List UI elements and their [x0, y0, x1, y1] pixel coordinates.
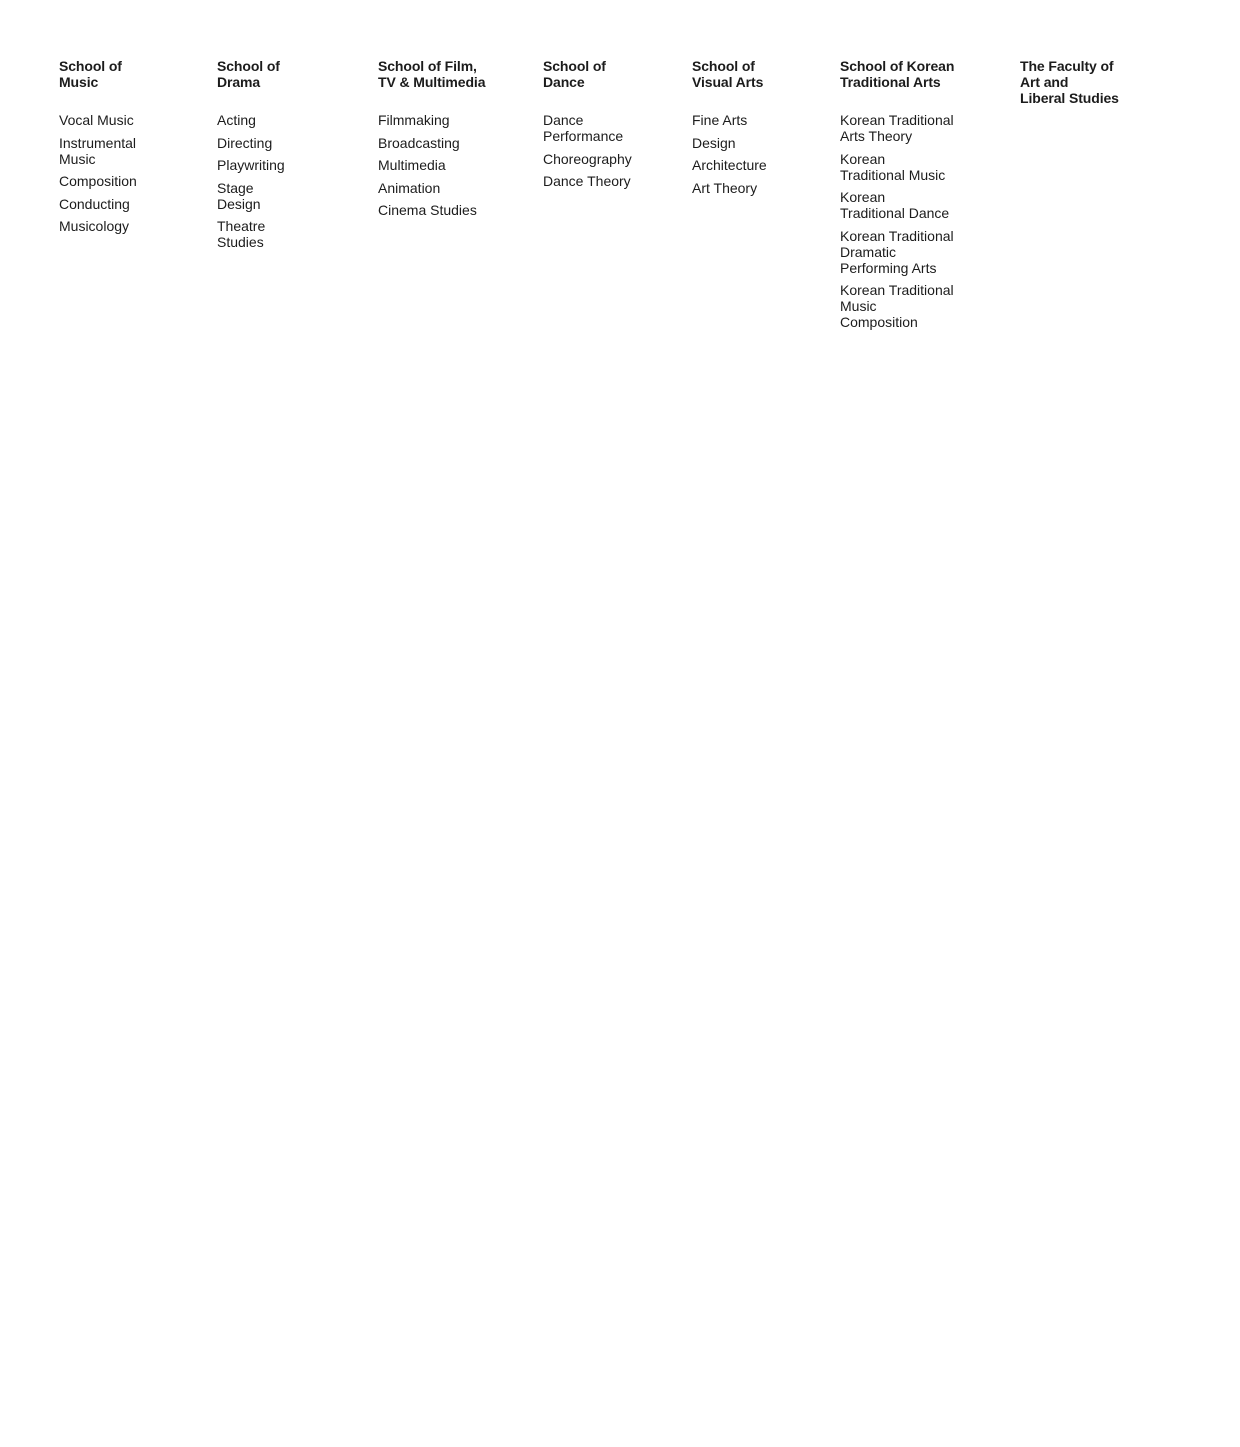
faculty-liberal-studies-column [1020, 58, 1119, 106]
menu-item-korean-traditional-music[interactable]: Korean Traditional Music [840, 150, 946, 183]
school-music-column [59, 58, 137, 234]
menu-item-conducting[interactable]: Conducting [59, 195, 130, 212]
faculty-liberal-studies-heading[interactable]: The Faculty of Art and Liberal Studies [1020, 58, 1119, 106]
school-dance-heading[interactable]: School of Dance [543, 58, 606, 90]
menu-item-multimedia[interactable]: Multimedia [378, 157, 446, 173]
school-korean-traditional-arts-list [840, 112, 954, 337]
menu-item-instrumental-music[interactable]: Instrumental Music [59, 134, 137, 167]
menu-item-korean-traditional-arts-theory[interactable]: Korean Traditional Arts Theory [840, 112, 954, 144]
menu-item-architecture[interactable]: Architecture [692, 157, 767, 173]
menu-item-choreography[interactable]: Choreography [543, 150, 632, 167]
menu-item-korean-traditional-dance[interactable]: Korean Traditional Dance [840, 189, 950, 221]
school-visual-arts-list [692, 112, 767, 202]
school-drama-column [217, 58, 285, 250]
menu-item-art-theory[interactable]: Art Theory [692, 179, 758, 196]
menu-item-fine-arts[interactable]: Fine Arts [692, 112, 748, 128]
school-visual-arts-column [692, 58, 767, 196]
menu-item-design[interactable]: Design [692, 134, 736, 151]
menu-item-composition[interactable]: Composition [59, 173, 137, 189]
menu-item-playwriting[interactable]: Playwriting [217, 157, 285, 173]
school-dance-list [543, 112, 632, 196]
menu-item-stage-design[interactable]: Stage Design [217, 179, 261, 212]
school-music-heading[interactable]: School of Music [59, 58, 122, 90]
menu-item-filmmaking[interactable]: Filmmaking [378, 112, 450, 128]
school-korean-traditional-arts-column [840, 58, 955, 330]
school-visual-arts-heading[interactable]: School of Visual Arts [692, 58, 764, 90]
school-drama-heading[interactable]: School of Drama [217, 58, 280, 90]
menu-item-broadcasting[interactable]: Broadcasting [378, 134, 460, 151]
school-film-column [378, 58, 486, 218]
menu-item-vocal-music[interactable]: Vocal Music [59, 112, 134, 128]
school-drama-list [217, 112, 285, 257]
school-film-heading[interactable]: School of Film, TV & Multimedia [378, 58, 486, 90]
menu-item-animation[interactable]: Animation [378, 179, 441, 196]
menu-item-korean-traditional-dramatic-performing-arts[interactable]: Korean Traditional Dramatic Performing Arts [840, 227, 954, 276]
menu-item-cinema-studies[interactable]: Cinema Studies [378, 202, 477, 218]
school-music-list [59, 112, 137, 241]
menu-item-acting[interactable]: Acting [217, 112, 256, 128]
school-korean-traditional-arts-heading[interactable]: School of Korean Traditional Arts [840, 58, 955, 90]
menu-item-korean-traditional-music-composition[interactable]: Korean Traditional Music Composition [840, 282, 954, 330]
school-dance-column [543, 58, 632, 189]
menu-item-musicology[interactable]: Musicology [59, 218, 130, 234]
menu-item-dance-performance[interactable]: Dance Performance [543, 112, 624, 144]
menu-item-directing[interactable]: Directing [217, 134, 273, 151]
school-film-list [378, 112, 477, 225]
menu-item-theatre-studies[interactable]: Theatre Studies [217, 218, 266, 250]
menu-item-dance-theory[interactable]: Dance Theory [543, 173, 631, 189]
